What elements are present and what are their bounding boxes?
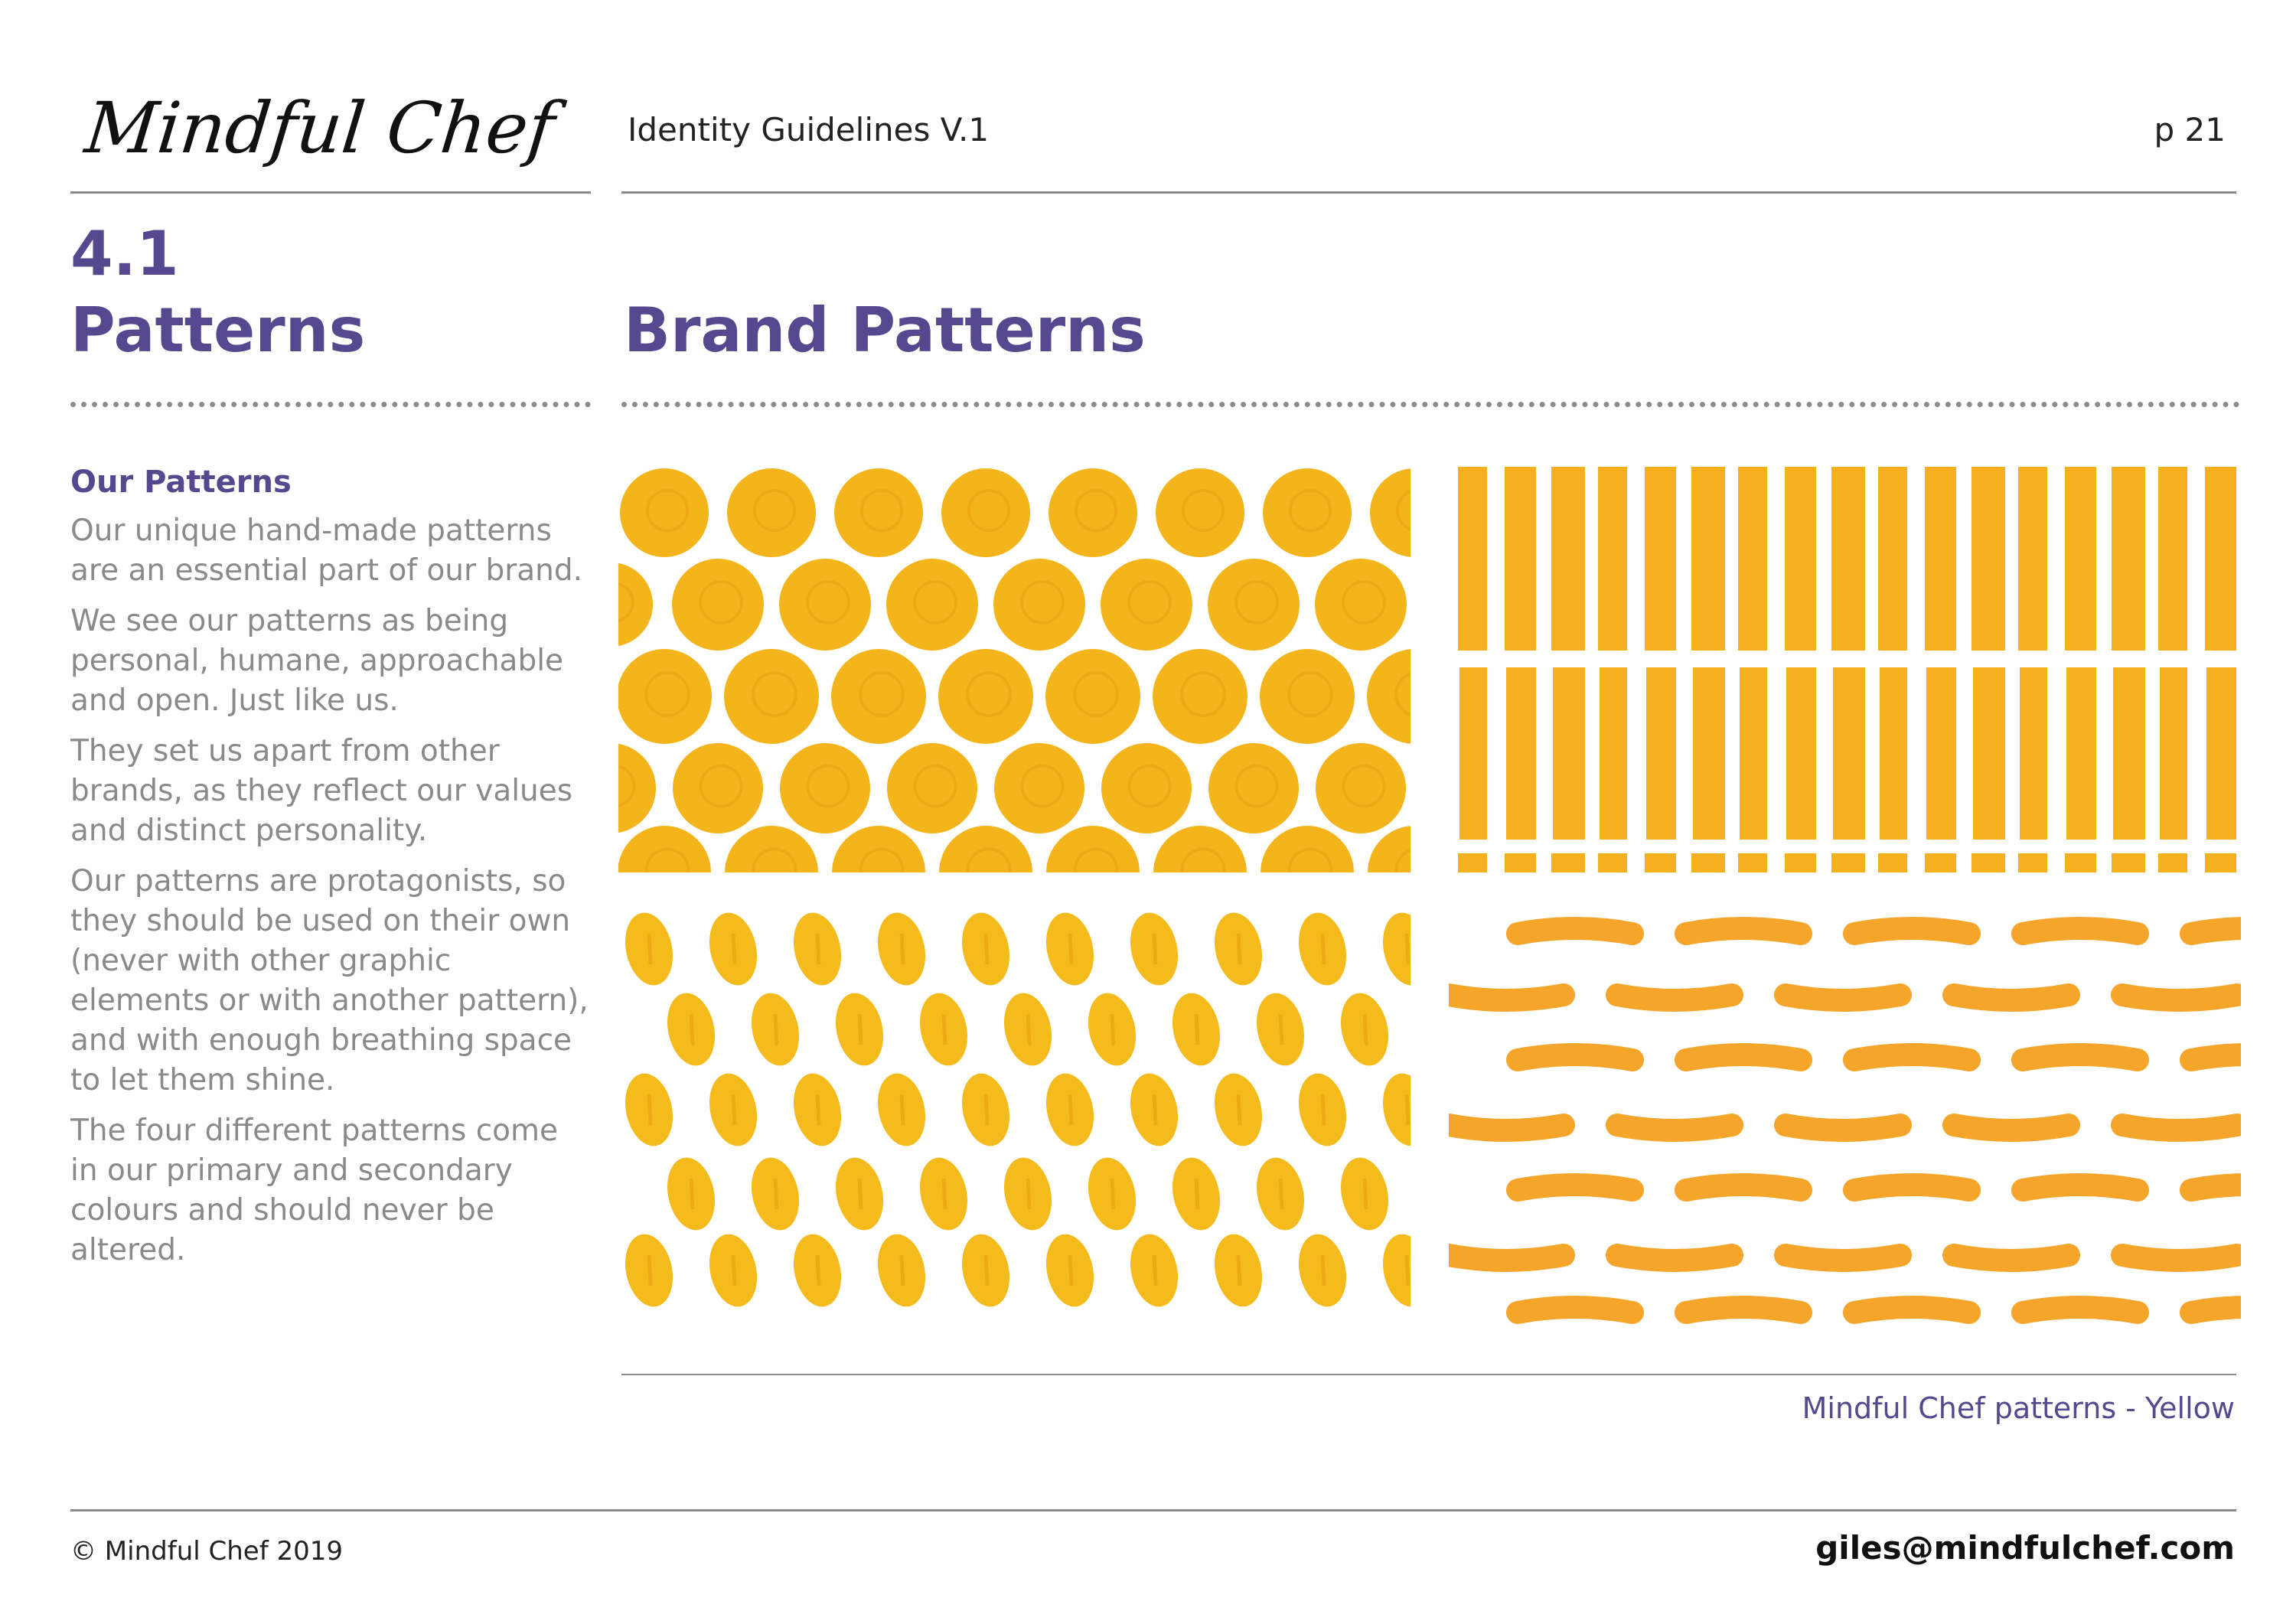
sidebar-paragraph: They set us apart from other brands, as they reflect our values and distinct personality. xyxy=(70,734,573,848)
pattern-stripe xyxy=(1459,667,1487,840)
pattern-seed-mark xyxy=(733,934,735,964)
pattern-brush-stroke xyxy=(2023,1185,2138,1190)
pattern-dot xyxy=(1368,826,1411,872)
pattern-dot xyxy=(618,649,712,744)
pattern-dot xyxy=(1101,559,1192,651)
pattern-brush-stroke xyxy=(1854,1307,1969,1313)
pattern-dot xyxy=(1316,743,1406,833)
pattern-stripe xyxy=(2018,467,2047,651)
pattern-brush-stroke xyxy=(1954,1125,2069,1130)
pattern-seed-mark xyxy=(817,1255,819,1286)
pattern-dot xyxy=(727,468,816,557)
footer-divider xyxy=(70,1509,2236,1511)
pattern-seed-mark xyxy=(986,1094,987,1125)
pattern-stripe xyxy=(1598,467,1627,651)
pattern-seed-mark xyxy=(691,1179,693,1209)
pattern-dot xyxy=(620,468,709,557)
pattern-dot xyxy=(887,743,977,833)
pattern-brush-stroke xyxy=(2191,1055,2241,1060)
pattern-seed-mark xyxy=(1112,1179,1114,1209)
pattern-brush-stroke xyxy=(2023,1307,2138,1313)
pattern-seed-mark xyxy=(1196,1014,1198,1045)
sidebar-paragraph: Our patterns are protagonists, so they should be used on their own (never with other graphic elements or with another pattern), and with enough breathing space to let them shine. xyxy=(70,864,589,1097)
pattern-seed-mark xyxy=(986,934,987,964)
pattern-brush-stroke xyxy=(1518,1055,1632,1060)
page-title: Brand Patterns xyxy=(624,295,1146,366)
pattern-brush-stroke xyxy=(2122,1125,2237,1130)
pattern-stripe xyxy=(1926,667,1956,840)
pattern-stripe xyxy=(2018,853,2047,872)
pattern-seed xyxy=(1377,1069,1411,1150)
pattern-seed-mark xyxy=(902,1255,903,1286)
pattern-stripe xyxy=(1880,667,1907,840)
pattern-brush-stroke xyxy=(1854,1185,1969,1190)
sidebar-body xyxy=(70,511,591,1281)
pattern-dot xyxy=(618,743,656,833)
stripes-pattern-image xyxy=(1449,467,2241,872)
pattern-dot xyxy=(1367,649,1411,744)
pattern-stripe xyxy=(1691,467,1725,651)
pattern-stripe xyxy=(2160,667,2187,840)
pattern-stripe xyxy=(2066,667,2096,840)
pattern-seed-mark xyxy=(1407,1255,1408,1286)
caption-divider xyxy=(621,1374,2236,1375)
pattern-seed-mark xyxy=(1238,934,1240,964)
pattern-dot xyxy=(1156,468,1244,557)
pattern-brush-stroke xyxy=(1686,1307,1801,1313)
pattern-brush-stroke xyxy=(2023,1055,2138,1060)
pattern-stripe xyxy=(1645,853,1676,872)
pattern-brush-stroke xyxy=(1617,1125,1732,1130)
pattern-brush-stroke xyxy=(2191,928,2241,934)
pattern-stripe xyxy=(1645,467,1676,651)
pattern-brush-stroke xyxy=(1449,1255,1564,1260)
pattern-seed-mark xyxy=(1070,1094,1071,1125)
sidebar-paragraph: Our unique hand-made patterns are an essential part of our brand. xyxy=(70,514,583,588)
pattern-seed-mark xyxy=(1407,934,1408,964)
pattern-dot xyxy=(1045,649,1140,744)
pattern-stripe xyxy=(1505,853,1536,872)
strokes-pattern-image xyxy=(1449,903,2241,1324)
pattern-dot xyxy=(993,559,1085,651)
pattern-seed-mark xyxy=(1280,1014,1282,1045)
pattern-dot xyxy=(673,743,763,833)
pattern-dot xyxy=(1263,468,1352,557)
pattern-brush-stroke xyxy=(1854,928,1969,934)
pattern-dot xyxy=(994,743,1084,833)
pattern-brush-stroke xyxy=(2122,1255,2237,1260)
pattern-stripe xyxy=(1551,467,1585,651)
pattern-dot xyxy=(938,649,1033,744)
pattern-brush-stroke xyxy=(1449,1125,1564,1130)
pattern-stripe xyxy=(1738,467,1767,651)
pattern-brush-stroke xyxy=(1854,1055,1969,1060)
sidebar-paragraph: The four different patterns come in our primary and secondary colours and should never be altered. xyxy=(70,1114,559,1267)
pattern-seed-mark xyxy=(649,934,651,964)
pattern-brush-stroke xyxy=(2023,928,2138,934)
pattern-stripe xyxy=(1738,853,1767,872)
pattern-stripe xyxy=(1971,853,2005,872)
pattern-stripe xyxy=(2020,667,2047,840)
pattern-seed-mark xyxy=(1070,934,1071,964)
pattern-seed-mark xyxy=(817,934,819,964)
pattern-dot xyxy=(1101,743,1192,833)
pattern-stripe xyxy=(1553,667,1585,840)
pattern-stripe xyxy=(2205,467,2236,651)
pattern-seed-mark xyxy=(1154,934,1156,964)
sidebar-paragraph: We see our patterns as being personal, humane, approachable and open. Just like us. xyxy=(70,604,564,718)
pattern-dot xyxy=(1260,649,1355,744)
pattern-seed-mark xyxy=(902,934,903,964)
pattern-dot xyxy=(779,559,871,651)
pattern-brush-stroke xyxy=(1786,995,1900,1000)
pattern-seed-mark xyxy=(1322,1255,1324,1286)
pattern-stripe xyxy=(1551,853,1585,872)
pattern-seed-mark xyxy=(986,1255,987,1286)
pattern-brush-stroke xyxy=(1449,995,1564,1000)
pattern-brush-stroke xyxy=(1686,1185,1801,1190)
pattern-seed-mark xyxy=(1322,1094,1324,1125)
contact-email[interactable]: giles@mindfulchef.com xyxy=(1815,1529,2235,1567)
pattern-dot xyxy=(941,468,1030,557)
pattern-seed-mark xyxy=(1070,1255,1071,1286)
pattern-seed-mark xyxy=(649,1255,651,1286)
header-divider-right xyxy=(621,191,2236,194)
section-title: Patterns xyxy=(70,295,366,366)
pattern-brush-stroke xyxy=(2191,1307,2241,1313)
pattern-brush-stroke xyxy=(1786,1255,1900,1260)
pattern-seed-mark xyxy=(1028,1179,1029,1209)
pattern-stripe xyxy=(1458,853,1487,872)
pattern-seed-mark xyxy=(944,1179,945,1209)
pattern-seed-mark xyxy=(1238,1255,1240,1286)
pattern-brush-stroke xyxy=(1518,928,1632,934)
pattern-stripe xyxy=(1598,853,1627,872)
pattern-stripe xyxy=(2205,853,2236,872)
pattern-seed-mark xyxy=(944,1014,945,1045)
pattern-stripe xyxy=(1505,467,1536,651)
pattern-seed-mark xyxy=(817,1094,819,1125)
sidebar-heading: Our Patterns xyxy=(70,465,292,500)
pattern-brush-stroke xyxy=(1617,995,1732,1000)
pattern-seed-mark xyxy=(691,1014,693,1045)
seeds-pattern-image xyxy=(618,903,1411,1324)
pattern-stripe xyxy=(2113,667,2145,840)
pattern-seed-mark xyxy=(859,1179,861,1209)
section-number: 4.1 xyxy=(70,218,179,289)
pattern-seed-mark xyxy=(1365,1014,1366,1045)
pattern-seed-mark xyxy=(859,1014,861,1045)
pattern-stripe xyxy=(1693,667,1725,840)
pattern-stripe xyxy=(2065,853,2096,872)
pattern-seed-mark xyxy=(649,1094,651,1125)
pattern-seed-mark xyxy=(1154,1094,1156,1125)
pattern-dot xyxy=(1208,743,1299,833)
pattern-dot xyxy=(1208,559,1300,651)
pattern-brush-stroke xyxy=(1686,1055,1801,1060)
mindful-chef-logo: Mindful Chef xyxy=(81,87,559,169)
pattern-stripe xyxy=(1925,853,1956,872)
pattern-stripe xyxy=(1600,667,1627,840)
pattern-seed-mark xyxy=(1407,1094,1408,1125)
title-dotted-divider-left xyxy=(70,402,591,407)
pattern-stripe xyxy=(1973,667,2005,840)
pattern-stripe xyxy=(2112,467,2145,651)
pattern-brush-stroke xyxy=(1786,1125,1900,1130)
pattern-dot xyxy=(1315,559,1407,651)
pattern-stripe xyxy=(1785,853,1816,872)
pattern-seed-mark xyxy=(775,1179,777,1209)
pattern-brush-stroke xyxy=(1954,1255,2069,1260)
pattern-dot xyxy=(780,743,870,833)
pattern-seed-mark xyxy=(733,1255,735,1286)
header-divider-left xyxy=(70,191,591,194)
pattern-seed-mark xyxy=(1028,1014,1029,1045)
pattern-dot xyxy=(831,649,926,744)
pattern-stripe xyxy=(1786,667,1816,840)
pattern-dot xyxy=(672,559,764,651)
pattern-dot xyxy=(886,559,978,651)
pattern-seed-mark xyxy=(902,1094,903,1125)
pattern-stripe xyxy=(1878,853,1907,872)
figure-caption: Mindful Chef patterns - Yellow xyxy=(1802,1391,2235,1425)
pattern-stripe xyxy=(2158,467,2187,651)
pattern-stripe xyxy=(2158,853,2187,872)
document-title: Identity Guidelines V.1 xyxy=(628,111,990,148)
pattern-brush-stroke xyxy=(2122,995,2237,1000)
pattern-stripe xyxy=(1831,467,1865,651)
pattern-dot xyxy=(724,649,819,744)
pattern-seed-mark xyxy=(1322,934,1324,964)
pattern-brush-stroke xyxy=(1518,1307,1632,1313)
pattern-stripe xyxy=(1646,667,1676,840)
pattern-stripe xyxy=(2065,467,2096,651)
pattern-stripe xyxy=(2112,853,2145,872)
pattern-brush-stroke xyxy=(1686,928,1801,934)
pattern-seed-mark xyxy=(1196,1179,1198,1209)
pattern-stripe xyxy=(1878,467,1907,651)
pattern-dot xyxy=(1370,468,1411,557)
pattern-dot xyxy=(834,468,923,557)
pattern-seed-mark xyxy=(1112,1014,1114,1045)
copyright-notice: © Mindful Chef 2019 xyxy=(70,1536,344,1567)
pattern-stripe xyxy=(1831,853,1865,872)
pattern-seed-mark xyxy=(1365,1179,1366,1209)
pattern-seed-mark xyxy=(733,1094,735,1125)
pattern-dot xyxy=(618,563,653,647)
pattern-brush-stroke xyxy=(1954,995,2069,1000)
dots-pattern-image xyxy=(618,467,1411,872)
pattern-dot xyxy=(1049,468,1137,557)
pattern-stripe xyxy=(1691,853,1725,872)
pattern-stripe xyxy=(1971,467,2005,651)
pattern-brush-stroke xyxy=(1617,1255,1732,1260)
pattern-stripe xyxy=(2206,667,2236,840)
pattern-seed-mark xyxy=(1280,1179,1282,1209)
pattern-brush-stroke xyxy=(1518,1185,1632,1190)
pattern-stripe xyxy=(1785,467,1816,651)
pattern-seed-mark xyxy=(775,1014,777,1045)
pattern-seed-mark xyxy=(1154,1255,1156,1286)
title-dotted-divider-right xyxy=(621,402,2240,407)
pattern-seed xyxy=(1377,908,1411,990)
pattern-stripe xyxy=(1458,467,1487,651)
pattern-stripe xyxy=(1833,667,1865,840)
pattern-seed-mark xyxy=(1238,1094,1240,1125)
pattern-stripe xyxy=(1506,667,1536,840)
pattern-stripe xyxy=(1740,667,1767,840)
page-number: p 21 xyxy=(2154,111,2226,148)
pattern-stripe xyxy=(1925,467,1956,651)
pattern-dot xyxy=(1153,649,1247,744)
pattern-brush-stroke xyxy=(2191,1185,2241,1190)
pattern-seed xyxy=(1377,1230,1411,1311)
